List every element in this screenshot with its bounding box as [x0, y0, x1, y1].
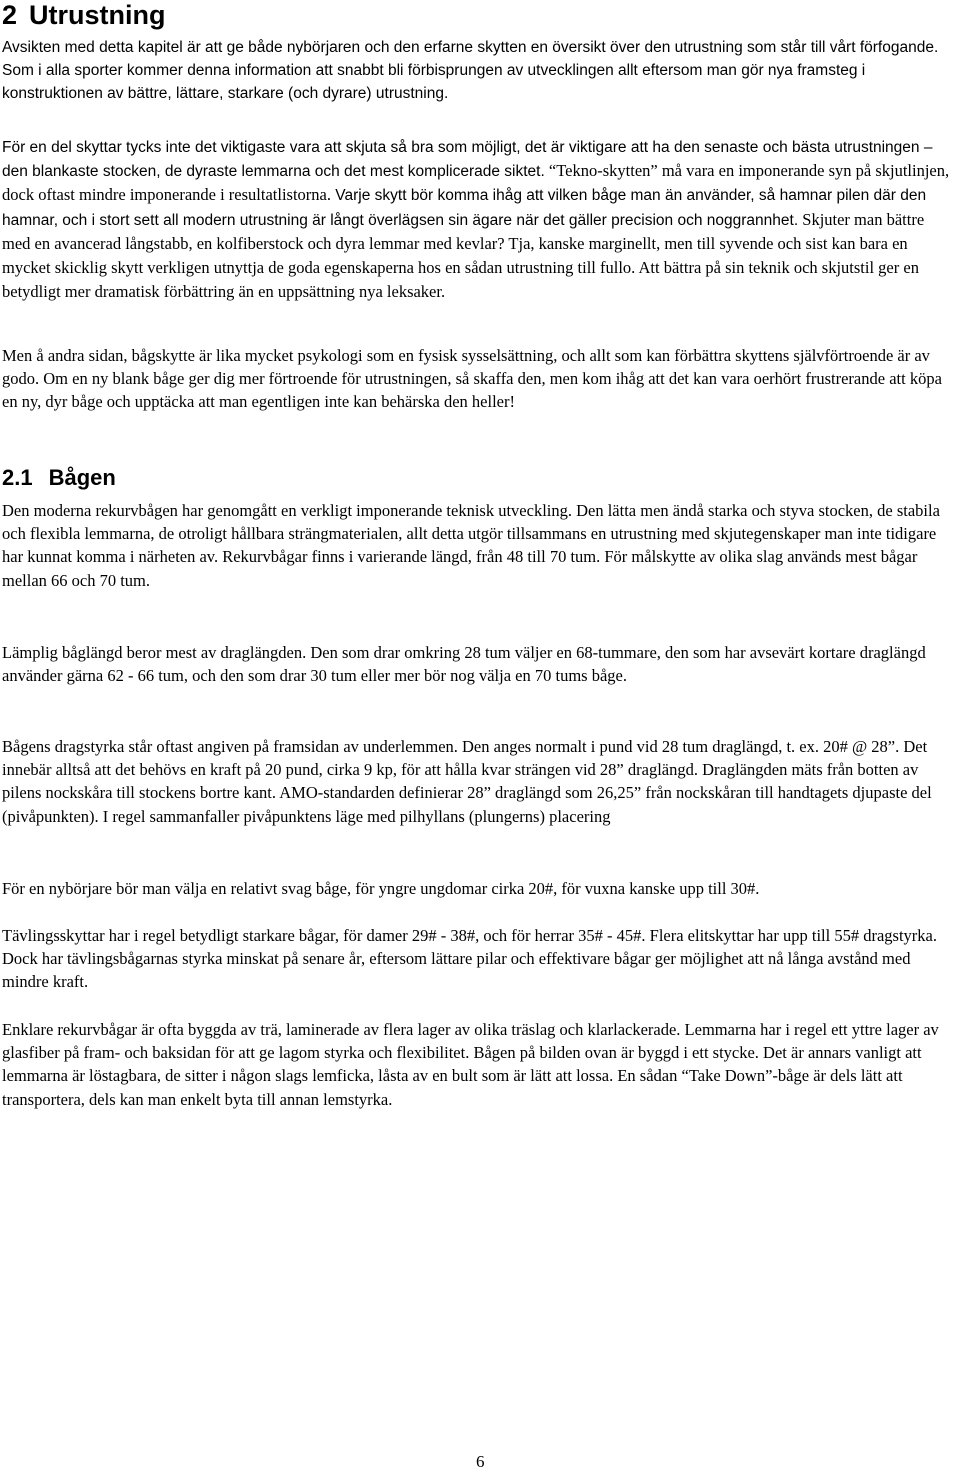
psychology-paragraph: Men å andra sidan, bågskytte är lika mycket psykologi som en fysisk sysselsättning, och allt som kan förbättra skyttens självförtroende är av godo. Om en ny blank båge ger dig mer förtroende för utrustningen, så skaffa den, men kom ihåg att det kan vara oerhört frustrerande att köpa en ny, dyr båge och upptäcka att man egentligen inte kan behärska den heller! — [2, 346, 942, 412]
section-paragraph-5: Tävlingsskyttar har i regel betydligt starkare bågar, för damer 29# - 38#, och för herrar 35# - 45#. Flera elitskyttar har upp till 55# dragstyrka. Dock har tävlingsbågarnas styrka minskat på senare år, eftersom lättare pilar och effektivare bågar ger möjlighet att nå långa avstånd med mindre kraft. — [2, 926, 937, 992]
techno-part-1: För en del skyttar tycks inte det viktigaste vara att skjuta så bra som möjligt, det är viktigare att ha den senaste och bästa utrustningen – den blankaste stocken, de dyraste lemmarna och det mest komplicerade siktet. — [2, 139, 933, 181]
section-paragraph-1: Den moderna rekurvbågen har genomgått en verkligt imponerande teknisk utveckling. Den lätta men ändå starka och styva stocken, de stabila och flexibla lemmarna, de otroligt hållbara strängmaterialen, allt detta utgör tillsammans en utrustning med skjutegenskaper man inte tidigare har kunnat komma i närheten av. Rekurvbågar finns i varierande längd, från 48 till 70 tum. För målskytte av olika slag används mest bågar mellan 66 och 70 tum. — [2, 501, 940, 590]
chapter-title: Utrustning — [29, 0, 166, 30]
techno-part-3: Varje skytt bör komma ihåg att vilken båge man än använder, så hamnar pilen där den hamnar, och i stort sett all modern utrustning är långt överlägsen sin ägare när det gäller precision och noggrannhet. — [2, 187, 927, 229]
section-paragraph-6: Enklare rekurvbågar är ofta byggda av trä, laminerade av flera lager av olika träslag och klarlackerade. Lemmarna har i regel ett yttre lager av glasfiber på fram- och baksidan för att ge lagom styrka och flexibilitet. Bågen på bilden ovan är byggd i ett stycke. Det är annars vanligt att lemmarna är löstagbara, de sitter i någon slags lemficka, låsta av en bult som är lätt att lossa. En sådan “Take Down”-båge är dels lätt att transportera, dels kan man enkelt byta till annan lemstyrka. — [2, 1020, 939, 1109]
intro-sentence-2: Som i alla sporter kommer denna information att snabbt bli förbisprungen av utvecklingen allt eftersom man gör nya framsteg i konstruktionen av bättre, lättare, starkare (och dyrare) utrustning. — [2, 62, 866, 103]
intro-sentence-1: Avsikten med detta kapitel är att ge både nybörjaren och den erfarne skytten en översikt över den utrustning som står till vårt förfogande. — [2, 39, 939, 56]
techno-part-2: “Tekno-skytten” må vara en imponerande syn på skjutlinjen, dock oftast mindre imponerande i resultatlistorna. — [2, 161, 950, 205]
chapter-number: 2 — [2, 0, 18, 30]
section-paragraph-2: Lämplig båglängd beror mest av draglängden. Den som drar omkring 28 tum väljer en 68-tummare, den som har avsevärt kortare draglängd använder gärna 62 - 66 tum, och den som drar 30 tum eller mer bör nog välja en 70 tums båge. — [2, 643, 926, 686]
section-title: Bågen — [48, 465, 116, 490]
chapter-heading — [2, 0, 166, 30]
section-paragraph-3: Bågens dragstyrka står oftast angiven på framsidan av underlemmen. Den anges normalt i pund vid 28 tum draglängd, t. ex. 20# @ 28”. Det innebär alltså att det behövs en kraft på 20 pund, cirka 9 kp, för att hålla kvar strängen vid 28” draglängd. Draglängden mäts från botten av pilens nockskåra till stockens bortre kant. AMO-standarden definierar 28” draglängd som 26,25” från nockskåran till handtagets djupaste del (pivåpunkten). I regel sammanfaller pivåpunktens läge med pilhyllans (plungerns) placering — [2, 737, 932, 826]
section-number: 2.1 — [2, 465, 33, 490]
page-number: 6 — [476, 1452, 485, 1471]
section-heading — [2, 465, 116, 491]
intro-paragraph — [2, 36, 956, 106]
section-paragraph-4: För en nybörjare bör man välja en relativt svag båge, för yngre ungdomar cirka 20#, för vuxna kanske upp till 30#. — [2, 879, 760, 898]
techno-archer-paragraph — [2, 136, 956, 304]
techno-part-4: Skjuter man bättre med en avancerad långstabb, en kolfiberstock och dyra lemmar med kevlar? Tja, kanske marginellt, men till syvende och sist kan bara en mycket skicklig skytt verkligen utnyttja de goda egenskaperna hos en sådan utrustning till fullo. Att bättra på sin teknik och skjutstil ger en betydligt mer dramatisk förbättring än en uppsättning nya leksaker. — [2, 209, 925, 302]
